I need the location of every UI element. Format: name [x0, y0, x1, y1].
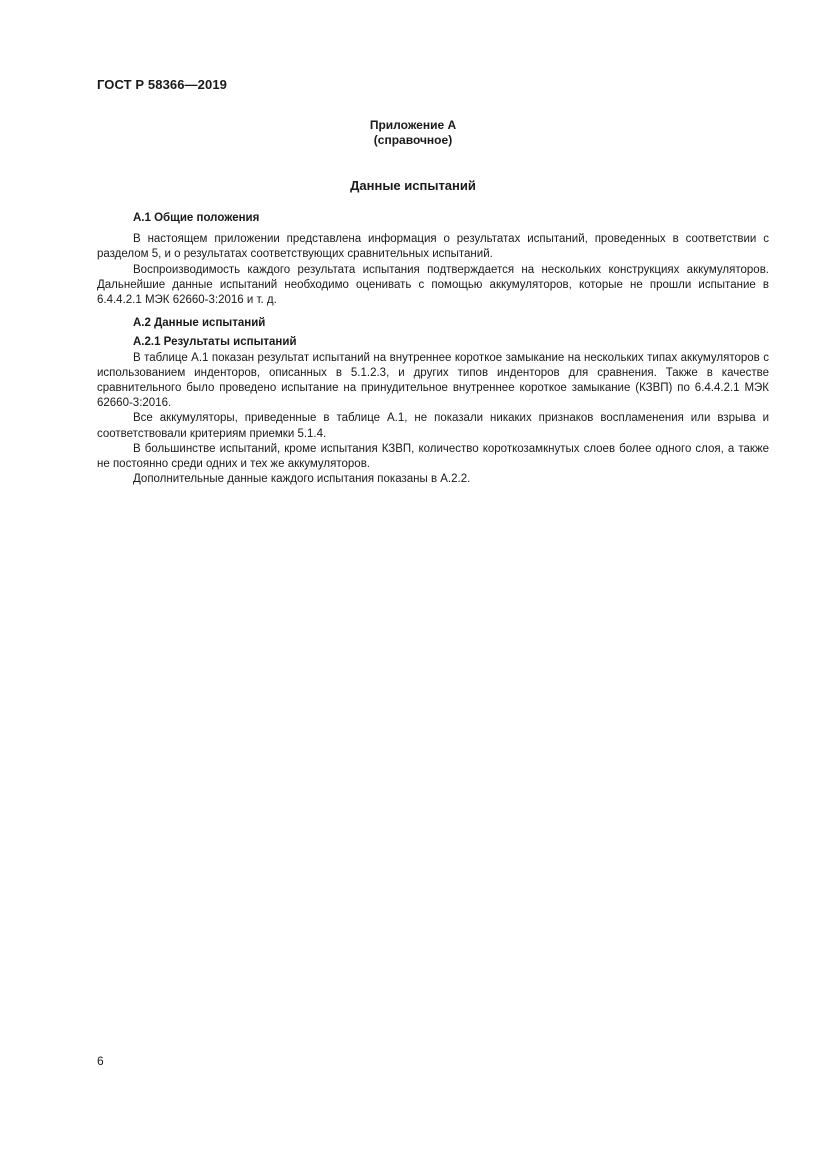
appendix-heading: [0, 118, 826, 148]
paragraph: В настоящем приложении представлена информация о результатах испытаний, проведенных в соответствии с разделом 5, и о результатах соответствующих сравнительных испытаний.: [97, 233, 769, 261]
appendix-type: (справочное): [373, 133, 453, 147]
appendix-title: Данные испытаний: [350, 178, 476, 193]
document-body: [97, 211, 769, 487]
paragraph: Дополнительные данные каждого испытания показаны в А.2.2.: [133, 473, 471, 486]
paragraph: В таблице А.1 показан результат испытаний на внутреннее короткое замыкание на нескольких типах аккумуляторов с использованием инденторов, описанных в 5.1.2.3, и других типов инденторов для сравнения. Также в качестве сравнительного было проведено испытание на принудительное внутреннее короткое замыкание (КЗВП) по 6.4.4.2.1 МЭК 62660-3:2016.: [97, 351, 769, 410]
subsection-heading-a2-1: А.2.1 Результаты испытаний: [133, 336, 297, 349]
paragraph: Все аккумуляторы, приведенные в таблице А.1, не показали никаких признаков воспламенения или взрыва и соответствовали критериям приемки 5.1.4.: [97, 412, 769, 440]
paragraph: Воспроизводимость каждого результата испытания подтверждается на нескольких конструкциях аккумуляторов. Дальнейшие данные испытаний необходимо оценивать с помощью аккумуляторов, которые не прошли испытание в 6.4.4.2.1 МЭК 62660-3:2016 и т. д.: [97, 263, 769, 307]
section-heading-a2: А.2 Данные испытаний: [133, 317, 266, 330]
section-heading-a1: А.1 Общие положения: [133, 212, 260, 224]
document-id: ГОСТ Р 58366—2019: [97, 77, 227, 92]
page-number: 6: [97, 1054, 104, 1068]
appendix-label: Приложение А: [369, 118, 457, 132]
paragraph: В большинстве испытаний, кроме испытания КЗВП, количество короткозамкнутых слоев более одного слоя, а также не постоянно среди одних и тех же аккумуляторов.: [97, 442, 769, 471]
